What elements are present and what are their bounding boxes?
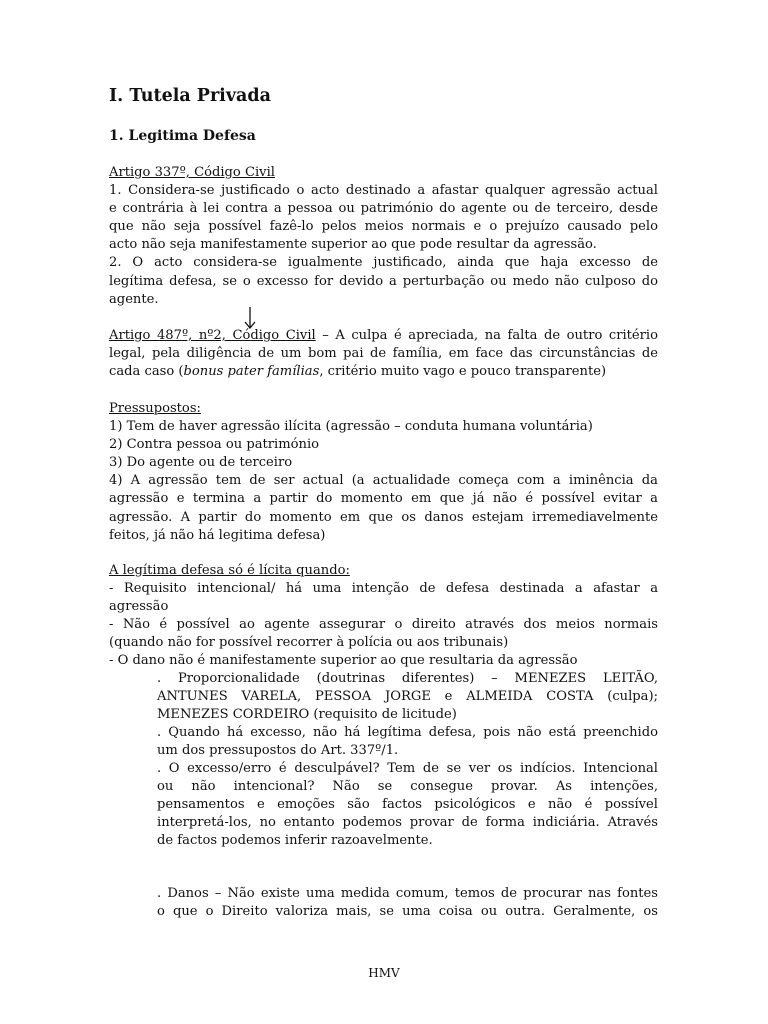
- paragraph-line: agressão: [109, 599, 169, 615]
- paragraph-line: agente.: [109, 291, 159, 307]
- paragraph-line: . O excesso/erro é desculpável? Tem de se ver os indícios. Intencional: [157, 761, 658, 776]
- paragraph-line: que não seja possível fazê-lo pelos meios normais e o prejuízo causado pelo: [109, 219, 658, 235]
- list-item: 4) A agressão tem de ser actual (a actualidade começa com a iminência da: [109, 473, 658, 489]
- paragraph-line: de factos podemos inferir razoavelmente.: [157, 833, 433, 849]
- paragraph-line: ANTUNES VARELA, PESSOA JORGE e ALMEIDA COSTA (culpa);: [157, 689, 658, 705]
- paragraph-line: legítima defesa, se o excesso for devido a perturbação ou medo não culposo do: [109, 273, 658, 289]
- paragraph-line: um dos pressupostos do Art. 337º/1.: [157, 743, 399, 759]
- list-item: 2) Contra pessoa ou património: [109, 437, 320, 453]
- article-337-block: [109, 164, 658, 309]
- paragraph-line: feitos, já não há legitima defesa): [109, 527, 326, 543]
- article-487-title: Artigo 487º, nº2, Código Civil: [109, 328, 316, 343]
- paragraph-line: acto não seja manifestamente superior ao que pode resultar da agressão.: [109, 237, 597, 253]
- excesso-item: [157, 724, 658, 760]
- article-337-title: Artigo 337º, Código Civil: [109, 165, 275, 180]
- paragraph-line: pensamentos e emoções são factos psicológicos e não é possível: [157, 797, 658, 813]
- proporcionalidade-item: [157, 670, 658, 724]
- list-item: 1) Tem de haver agressão ilícita (agressão – conduta humana voluntária): [109, 419, 593, 435]
- page-footer: HMV: [368, 966, 400, 980]
- paragraph-line: interpretá-los, no entanto podemos provar de forma indiciária. Através: [157, 815, 658, 831]
- paragraph-line: cada caso (bonus pater famílias, critério muito vago e pouco transparente): [109, 364, 607, 380]
- list-item: - Não é possível ao agente assegurar o direito através dos meios normais: [109, 617, 658, 633]
- paragraph-line: 1. Considera-se justificado o acto destinado a afastar qualquer agressão actual: [109, 183, 658, 199]
- paragraph-line: . Danos – Não existe uma medida comum, temos de procurar nas fontes: [157, 886, 658, 901]
- danos-item: [157, 885, 658, 921]
- paragraph-line: (quando não for possível recorrer à polícia ou aos tribunais): [109, 635, 509, 651]
- erro-item: [157, 760, 658, 850]
- paragraph-line: ou não intencional? Não se consegue provar. As intenções,: [157, 779, 658, 795]
- paragraph-line: e contrária à lei contra a pessoa ou património do agente ou de terceiro, desde: [109, 201, 658, 217]
- paragraph-line: agressão e termina a partir do momento em que já não é possível evitar a: [109, 491, 658, 507]
- list-item: - O dano não é manifestamente superior ao que resultaria da agressão: [109, 653, 578, 669]
- paragraph-line: . Proporcionalidade (doutrinas diferentes) – MENEZES LEITÃO,: [157, 671, 658, 686]
- paragraph-line: MENEZES CORDEIRO (requisito de licitude): [157, 707, 457, 723]
- paragraph-line: legal, pela diligência de um bom pai de família, em face das circunstâncias de: [109, 346, 658, 362]
- subsection-heading: 1. Legitima Defesa: [109, 128, 256, 144]
- paragraph-line: o que o Direito valoriza mais, se uma coisa ou outra. Geralmente, os: [157, 904, 658, 920]
- paragraph-line: . Quando há excesso, não há legítima defesa, pois não está preenchido: [157, 725, 658, 740]
- licita-block: [109, 562, 658, 671]
- pressupostos-block: [109, 400, 658, 545]
- list-item: 3) Do agente ou de terceiro: [109, 455, 293, 471]
- section-heading: I. Tutela Privada: [109, 86, 271, 106]
- paragraph-line: agressão. A partir do momento em que os danos estejam irremediavelmente: [109, 509, 658, 525]
- pressupostos-title: Pressupostos:: [109, 401, 201, 416]
- licita-title: A legítima defesa só é lícita quando:: [109, 563, 350, 578]
- article-487-block: [109, 327, 658, 381]
- paragraph-line: Artigo 487º, nº2, Código Civil – A culpa é apreciada, na falta de outro critério: [109, 328, 658, 343]
- list-item: - Requisito intencional/ há uma intenção de defesa destinada a afastar a: [109, 581, 658, 597]
- paragraph-line: 2. O acto considera-se igualmente justificado, ainda que haja excesso de: [109, 255, 658, 271]
